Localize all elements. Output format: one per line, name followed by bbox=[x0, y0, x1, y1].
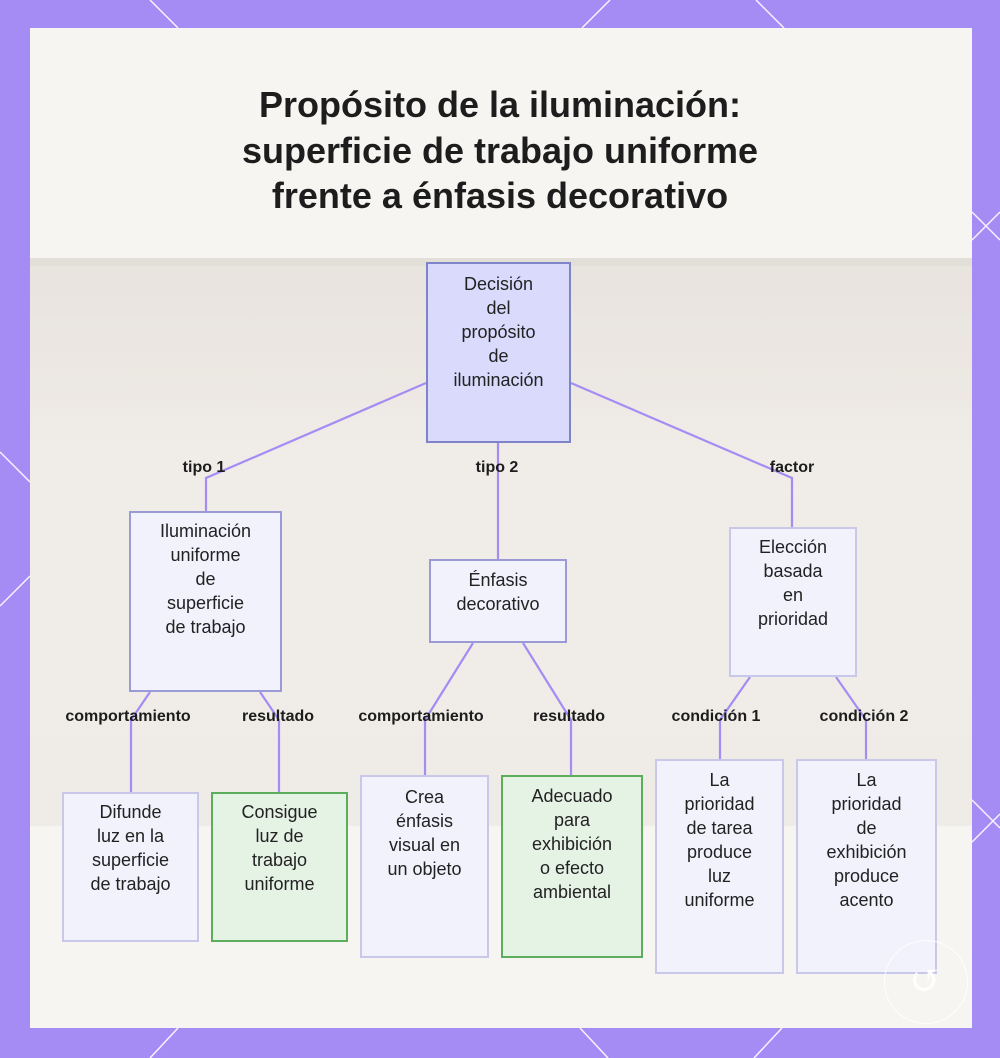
edge-label-res1: resultado bbox=[241, 708, 315, 725]
node-text: produce bbox=[833, 866, 900, 886]
node-text: de tarea bbox=[686, 818, 753, 838]
edge-label-tipo2: tipo 2 bbox=[475, 459, 519, 476]
node-text: luz en la bbox=[96, 826, 165, 846]
node-text: trabajo bbox=[251, 850, 308, 870]
edge-uniform-spread bbox=[131, 692, 150, 792]
node-text: de bbox=[488, 346, 509, 366]
node-text: exhibición bbox=[826, 842, 907, 862]
node-suited-display bbox=[501, 775, 643, 958]
node-text: de bbox=[856, 818, 877, 838]
node-text: para bbox=[553, 810, 590, 830]
node-text: de trabajo bbox=[165, 617, 246, 637]
node-text: Difunde bbox=[99, 802, 162, 822]
node-text: visual en bbox=[388, 835, 461, 855]
node-text: prioridad bbox=[684, 794, 755, 814]
title-line-3: frente a énfasis decorativo bbox=[271, 175, 729, 217]
node-text: acento bbox=[839, 890, 894, 910]
node-text: basada bbox=[763, 561, 823, 581]
node-text: uniforme bbox=[684, 890, 755, 910]
node-uniform-work-surface bbox=[129, 511, 282, 692]
node-text: un objeto bbox=[387, 859, 462, 879]
title-line-1: Propósito de la iluminación: bbox=[258, 84, 742, 125]
edge-label-comp1: comportamiento bbox=[65, 708, 191, 725]
node-text: uniforme bbox=[170, 545, 241, 565]
node-text: superficie bbox=[91, 850, 170, 870]
node-text: Iluminación bbox=[159, 521, 252, 541]
edge-label-cond2: condición 2 bbox=[819, 708, 909, 725]
node-achieves-uniform-light bbox=[211, 792, 348, 942]
node-text: La bbox=[709, 770, 730, 790]
node-text: o efecto bbox=[539, 858, 605, 878]
edge-root-uniform bbox=[206, 383, 426, 512]
node-text: prioridad bbox=[831, 794, 902, 814]
node-text: uniforme bbox=[244, 874, 315, 894]
edge-label-comp2: comportamiento bbox=[358, 708, 484, 725]
node-text: del bbox=[486, 298, 511, 318]
node-text: Énfasis bbox=[468, 570, 528, 590]
node-text: Adecuado bbox=[531, 786, 613, 806]
edge-label-cond1: condición 1 bbox=[671, 708, 761, 725]
node-text: ambiental bbox=[532, 882, 612, 902]
node-spreads-light bbox=[62, 792, 199, 942]
edge-label-res2: resultado bbox=[532, 708, 606, 725]
curved-arrow-logo-icon: ↺ bbox=[884, 940, 968, 1024]
edge-label-tipo1: tipo 1 bbox=[182, 459, 226, 476]
node-text: produce bbox=[686, 842, 753, 862]
node-text: prioridad bbox=[757, 609, 829, 629]
node-text: énfasis bbox=[395, 811, 454, 831]
node-text: Consigue bbox=[241, 802, 318, 822]
node-text: superficie bbox=[166, 593, 245, 613]
node-text: en bbox=[782, 585, 803, 605]
edge-root-priority bbox=[571, 383, 792, 527]
node-text: luz de bbox=[255, 826, 304, 846]
node-text: iluminación bbox=[453, 370, 544, 390]
node-text: exhibición bbox=[531, 834, 613, 854]
node-text: luz bbox=[707, 866, 731, 886]
node-text: propósito bbox=[461, 322, 536, 342]
node-text: de trabajo bbox=[90, 874, 171, 894]
node-text: La bbox=[856, 770, 877, 790]
edge-label-factor: factor bbox=[769, 459, 815, 476]
node-lighting-purpose-decision bbox=[426, 262, 571, 443]
node-priority-choice bbox=[729, 527, 857, 677]
node-text: Elección bbox=[758, 537, 828, 557]
title-line-2: superficie de trabajo uniforme bbox=[241, 129, 759, 171]
node-text: Decisión bbox=[463, 274, 533, 294]
edge-uniform-achieve bbox=[260, 692, 279, 792]
node-text: Crea bbox=[404, 787, 444, 807]
node-creates-emphasis bbox=[360, 775, 489, 958]
node-decorative-emphasis bbox=[429, 559, 567, 643]
node-text: de bbox=[195, 569, 216, 589]
node-task-priority bbox=[655, 759, 784, 974]
node-text: decorativo bbox=[456, 594, 540, 614]
